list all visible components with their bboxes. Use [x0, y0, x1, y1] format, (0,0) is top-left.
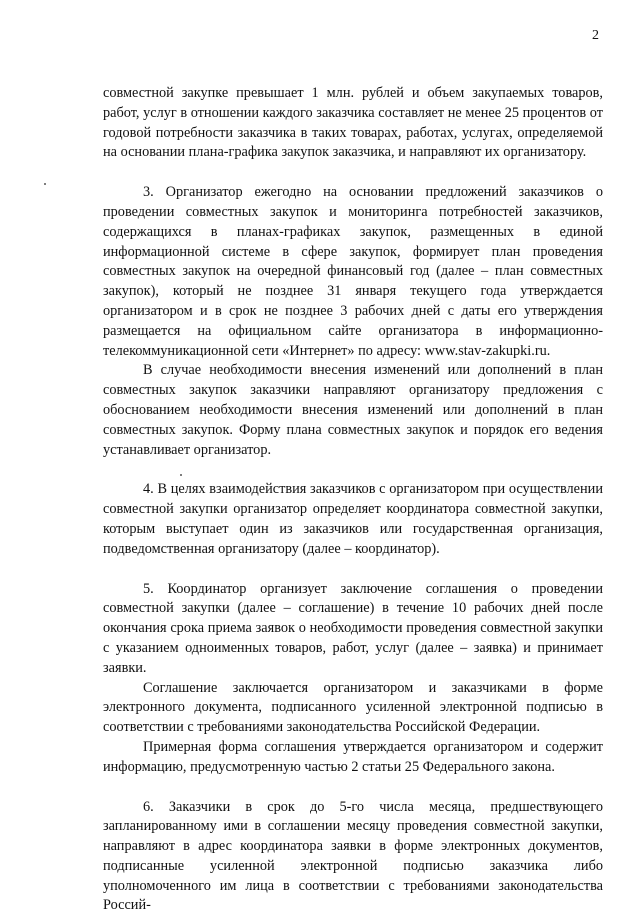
- paragraph-gap: [103, 778, 603, 798]
- paragraph: В случае необходимости внесения изменений или дополнений в план совместных закупок заказчики направляют организатору предложения с обоснованием необходимости внесения изменений или дополнений в план совместных закупок. Форму плана совместных закупок и порядок его ведения устанавливает организатор.: [103, 361, 603, 460]
- paragraph: Соглашение заключается организатором и заказчиками в форме электронного документа, подписанного усиленной электронной подписью в соответствии с требованиями законодательства Российской Федерации.: [103, 679, 603, 738]
- paragraph: 4. В целях взаимодействия заказчиков с организатором при осуществлении совместной закупки организатор определяет координатора совместной закупки, которым выступает один из заказчиков или государственная организация, подведомственная организатору (далее – координатор).: [103, 480, 603, 559]
- document-body: [103, 84, 603, 916]
- paragraph: 3. Организатор ежегодно на основании предложений заказчиков о проведении совместных закупок и мониторинга потребностей заказчиков, содержащихся в планах-графиках закупок, размещенных в единой информационной системе в сфере закупок, формирует план проведения совместных закупок на очередной финансовый год (далее – план совместных закупок), который не позднее 31 января текущего года утверждается организатором и в срок не позднее 3 рабочих дней с даты его утверждения размещается на официальном сайте организатора в информационно-телекоммуникационной сети «Интернет» по адресу: www.stav-zakupki.ru.: [103, 183, 603, 361]
- paragraph-gap: [103, 460, 603, 480]
- page-number: 2: [592, 27, 599, 45]
- scan-dot: [44, 183, 46, 185]
- paragraph-gap: [103, 560, 603, 580]
- paragraph: совместной закупке превышает 1 млн. рублей и объем закупаемых товаров, работ, услуг в отношении каждого заказчика составляет не менее 25 процентов от годовой потребности заказчика в таких товарах, работах, услугах, определяемой на основании плана-графика закупок заказчика, и направляют их организатору.: [103, 84, 603, 163]
- paragraph: 5. Координатор организует заключение соглашения о проведении совместной закупки (далее – соглашение) в течение 10 рабочих дней после окончания срока приема заявок о необходимости проведения совместной закупки с указанием одноименных товаров, работ, услуг (далее – заявка) и принимает заявки.: [103, 580, 603, 679]
- paragraph: 6. Заказчики в срок до 5-го числа месяца, предшествующего запланированному ими в соглашении месяцу проведения совместной закупки, направляют в адрес координатора заявки в форме электронных документов, подписанные усиленной электронной подписью заказчика либо уполномоченного им лица в соответствии с требованиями законодательства Россий-: [103, 798, 603, 916]
- paragraph: Примерная форма соглашения утверждается организатором и содержит информацию, предусмотренную частью 2 статьи 25 Федерального закона.: [103, 738, 603, 778]
- paragraph-gap: [103, 163, 603, 183]
